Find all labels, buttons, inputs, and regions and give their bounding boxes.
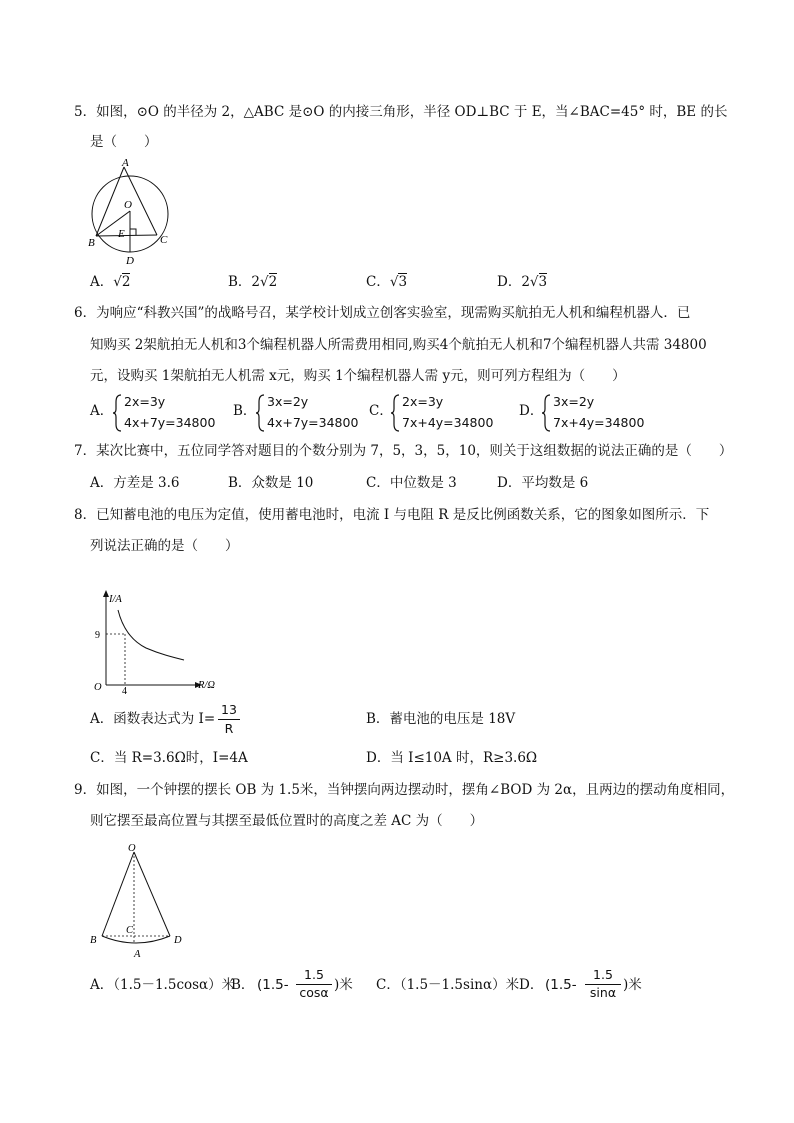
q9-option-d-letter[interactable]: D．: [519, 977, 544, 993]
q6-option-d-eq2: 7x+4y=34800: [553, 415, 645, 430]
q7-option-d[interactable]: D．平均数是 6: [497, 475, 589, 491]
fraction-bar: [218, 719, 240, 720]
q9-label-c: C: [126, 925, 134, 936]
q8-option-a-numerator: 13: [221, 702, 237, 717]
q6-stem-line3: 元，设购买 1架航拍无人机需 x元，购买 1个编程机器人需 y元，则可列方程组为（ ）: [90, 368, 626, 384]
q9-option-d-numerator: 1.5: [593, 967, 613, 982]
q5-label-o: O: [124, 199, 132, 211]
q8-option-c[interactable]: C．当 R=3.6Ω时，I=4A: [90, 750, 248, 766]
brace-icon: [255, 394, 265, 432]
q9-option-d-denominator: sinα: [589, 985, 617, 1000]
q8-xlabel: R/Ω: [198, 680, 215, 691]
q6-option-d-eq1: 3x=2y: [553, 394, 595, 409]
q9-label-b: B: [90, 935, 97, 946]
q9-label-a: A: [134, 949, 141, 960]
q7-option-a[interactable]: A．方差是 3.6: [90, 475, 180, 491]
q9-stem-line2: 则它摆至最高位置与其摆至最低位置时的高度之差 AC 为（ ）: [90, 813, 484, 829]
q6-stem-line1: 6．为响应“科教兴国”的战略号召，某学校计划成立创客实验室，现需购买航拍无人机和编程机器人．已: [74, 305, 691, 321]
sqrt-icon: √: [113, 274, 122, 290]
q5-label-a: A: [122, 157, 129, 169]
sqrt-icon: √: [260, 274, 269, 290]
q9-option-d-suffix: )米: [623, 977, 642, 993]
q5-label-d: D: [126, 255, 134, 267]
sqrt-icon: √: [529, 274, 539, 290]
q9-stem-line1: 9．如图，一个钟摆的摆长 OB 为 1.5米，当钟摆向两边摆动时，摆角∠BOD 为 2α，且两边的摆动角度相同，: [74, 782, 735, 798]
q8-xtick-label: 4: [122, 686, 127, 696]
sqrt-icon: √: [389, 274, 399, 290]
brace-icon: [541, 394, 551, 432]
q6-option-b-eq1: 3x=2y: [267, 394, 309, 409]
q8-stem-line1: 8．已知蓄电池的电压为定值，使用蓄电池时，电流 I 与电阻 R 是反比例函数关系，它的图象如图所示．下: [74, 507, 710, 523]
q8-origin-label: O: [94, 682, 102, 693]
q8-option-a-denominator: R: [224, 721, 234, 736]
q7-option-c[interactable]: C．中位数是 3: [366, 475, 457, 491]
q9-label-o: O: [128, 843, 136, 854]
q8-ytick-label: 9: [95, 630, 100, 641]
q9-option-b-suffix: )米: [334, 977, 353, 993]
q6-option-a-letter[interactable]: A．: [90, 403, 114, 419]
q6-option-b-letter[interactable]: B．: [233, 403, 257, 419]
q9-option-d-prefix: (1.5-: [545, 977, 577, 993]
q5-label-e: E: [118, 228, 125, 240]
q5-option-d[interactable]: D．2√3: [497, 274, 548, 290]
q9-pendulum-figure: [84, 840, 194, 962]
q7-option-b[interactable]: B．众数是 10: [228, 475, 314, 491]
q6-option-c-eq2: 7x+4y=34800: [402, 415, 494, 430]
q8-ylabel: I/A: [109, 594, 122, 605]
q5-option-c[interactable]: C．√3: [366, 274, 408, 290]
q6-option-a-eq1: 2x=3y: [124, 394, 166, 409]
q9-option-b-prefix: (1.5-: [257, 977, 289, 993]
q5-stem-line2: 是（ ）: [90, 134, 158, 150]
q7-stem-line1: 7．某次比赛中，五位同学答对题目的个数分别为 7，5，3，5，10，则关于这组数据的说法正确的是（ ）: [74, 443, 733, 459]
q9-option-b-denominator: cosα: [299, 985, 329, 1000]
brace-icon: [112, 394, 122, 432]
q6-option-c-letter[interactable]: C．: [369, 403, 393, 419]
q9-option-a[interactable]: A．（1.5－1.5cosα）米: [90, 977, 236, 993]
q6-stem-line2: 知购买 2架航拍无人机和3个编程机器人所需费用相同,购买4个航拍无人机和7个编程机器人共需 34800: [90, 337, 707, 353]
q6-option-d-letter[interactable]: D．: [519, 403, 544, 419]
q6-option-c-eq1: 2x=3y: [402, 394, 444, 409]
q6-option-a-eq2: 4x+7y=34800: [124, 415, 216, 430]
q8-inverse-function-graph: [86, 588, 226, 696]
q5-option-a[interactable]: A．√2: [90, 274, 131, 290]
q8-option-b[interactable]: B．蓄电池的电压是 18V: [366, 711, 516, 727]
q5-label-b: B: [88, 237, 95, 249]
q6-option-b-eq2: 4x+7y=34800: [267, 415, 359, 430]
q8-option-a[interactable]: A．函数表达式为 I=: [90, 711, 216, 727]
q5-label-c: C: [160, 234, 168, 246]
q5-stem-line1: 5．如图，⊙O 的半径为 2，△ABC 是⊙O 的内接三角形，半径 OD⊥BC 于 E，当∠BAC=45° 时，BE 的长: [74, 104, 728, 120]
q9-option-b-numerator: 1.5: [304, 967, 324, 982]
q9-option-b-letter[interactable]: B．: [231, 977, 255, 993]
q5-option-b[interactable]: B．2√2: [228, 274, 278, 290]
q8-stem-line2: 列说法正确的是（ ）: [90, 538, 239, 554]
q8-option-d[interactable]: D．当 I≤10A 时，R≥3.6Ω: [366, 750, 538, 766]
q9-label-d: D: [174, 935, 182, 946]
q5-circle-figure: [84, 155, 174, 267]
brace-icon: [390, 394, 400, 432]
q9-option-c[interactable]: C．（1.5－1.5sinα）米: [376, 977, 520, 993]
